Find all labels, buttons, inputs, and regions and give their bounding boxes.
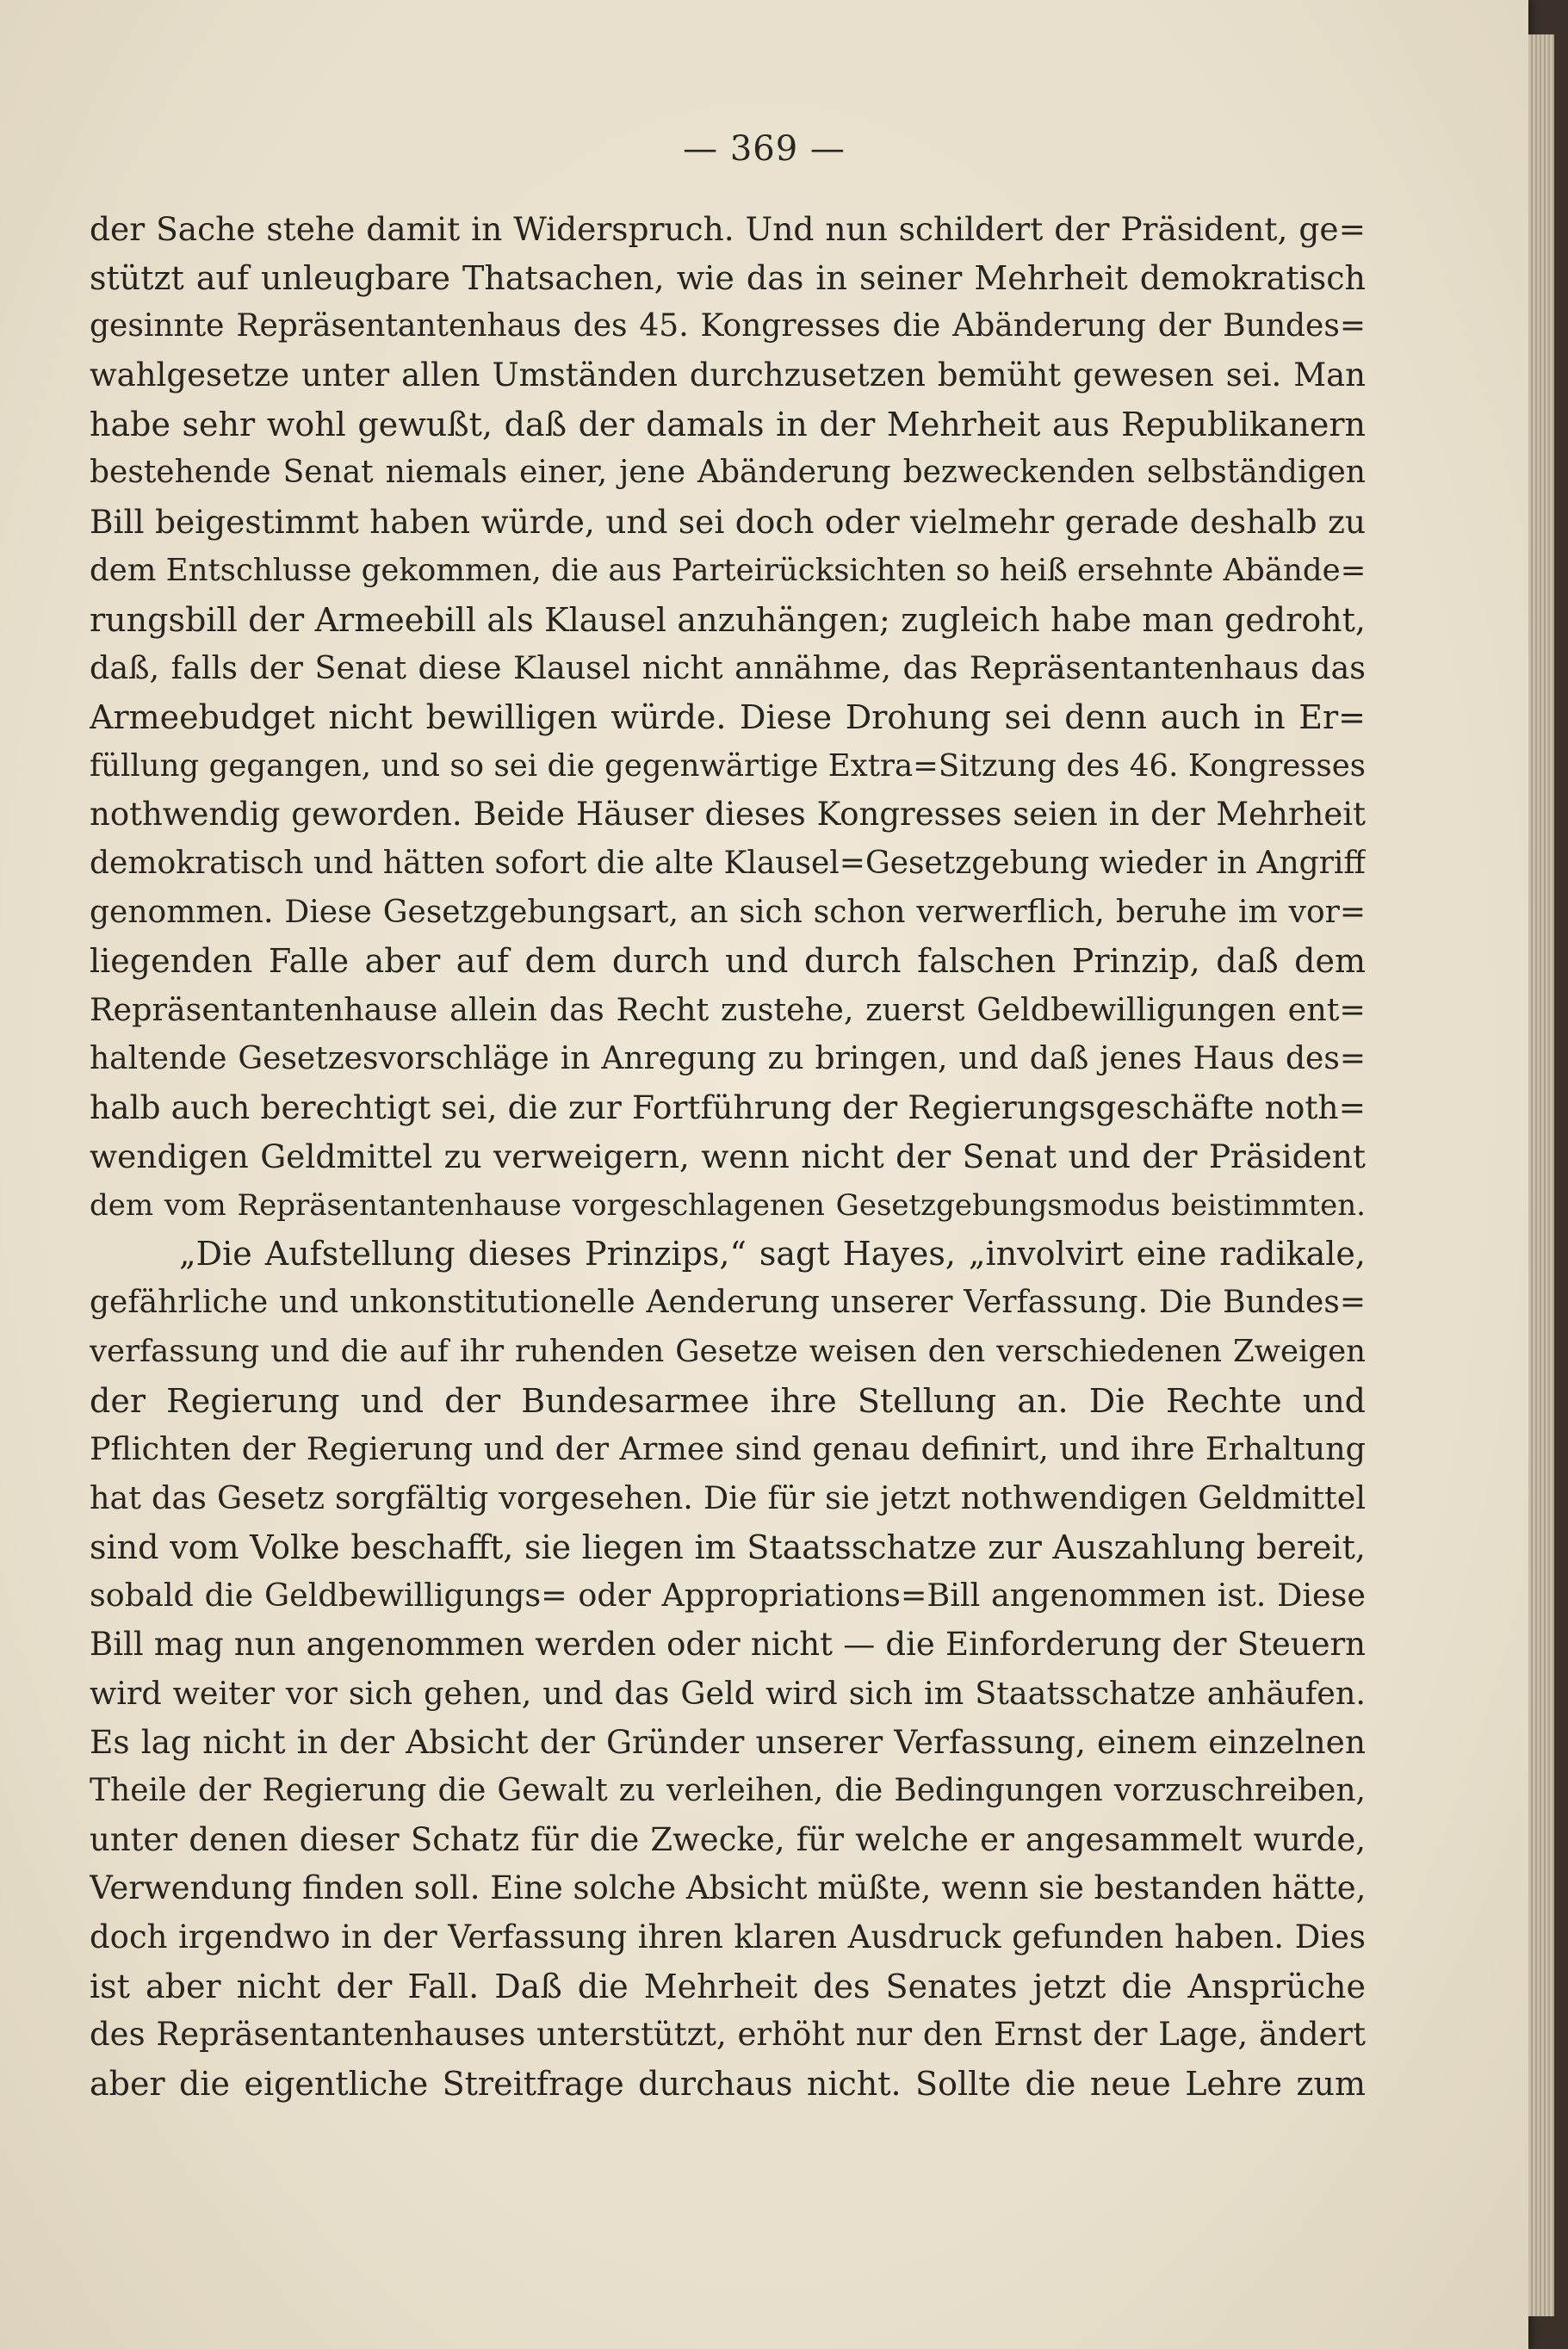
text-line: liegenden Falle aber auf dem durch und durch falschen Prinzip, daß dem bbox=[90, 942, 1366, 981]
body-text bbox=[90, 205, 1366, 2109]
text-line: daß, falls der Senat diese Klausel nicht annähme, das Repräsentantenhaus das bbox=[90, 649, 1366, 687]
text-line: füllung gegangen, und so sei die gegenwärtige Extra=Sitzung des 46. Kongresses bbox=[90, 747, 1366, 784]
text-line: Pflichten der Regierung und der Armee sind genau definirt, und ihre Erhaltung bbox=[90, 1430, 1366, 1468]
text-line: unter denen dieser Schatz für die Zwecke, für welche er angesammelt wurde, bbox=[90, 1820, 1366, 1858]
text-line: Repräsentantenhause allein das Recht zustehe, zuerst Geldbewilligungen ent= bbox=[90, 991, 1366, 1028]
text-line: hat das Gesetz sorgfältig vorgesehen. Die für sie jetzt nothwendigen Geldmittel bbox=[90, 1478, 1366, 1516]
text-line: Bill mag nun angenommen werden oder nicht — die Einforderung der Steuern bbox=[90, 1625, 1366, 1663]
text-line: des Repräsentantenhauses unterstützt, erhöht nur den Ernst der Lage, ändert bbox=[90, 2016, 1366, 2054]
text-line: haltende Gesetzesvorschläge in Anregung zu bringen, und daß jenes Haus des= bbox=[90, 1040, 1366, 1076]
text-line: doch irgendwo in der Verfassung ihren klaren Ausdruck gefunden haben. Dies bbox=[90, 1918, 1366, 1956]
text-line: aber die eigentliche Streitfrage durchaus nicht. Sollte die neue Lehre zum bbox=[90, 2065, 1366, 2104]
text-line: dem vom Repräsentantenhause vorgeschlagenen Gesetzgebungsmodus beistimmten. bbox=[90, 1187, 1366, 1223]
text-line: sobald die Geldbewilligungs= oder Appropriations=Bill angenommen ist. Diese bbox=[90, 1577, 1366, 1615]
text-line: nothwendig geworden. Beide Häuser dieses Kongresses seien in der Mehrheit bbox=[90, 796, 1366, 834]
text-line: verfassung und die auf ihr ruhenden Gesetze weisen den verschiedenen Zweigen bbox=[90, 1333, 1366, 1369]
text-line: stützt auf unleugbare Thatsachen, wie das in seiner Mehrheit demokratisch bbox=[90, 258, 1366, 297]
text-line: bestehende Senat niemals einer, jene Abänderung bezweckenden selbständigen bbox=[90, 455, 1366, 491]
text-line: halb auch berechtigt sei, die zur Fortführung der Regierungsgeschäfte noth= bbox=[90, 1088, 1366, 1127]
text-line: gesinnte Repräsentantenhaus des 45. Kongresses die Abänderung der Bundes= bbox=[90, 308, 1366, 344]
text-line: wird weiter vor sich gehen, und das Geld wird sich im Staatsschatze anhäufen. bbox=[90, 1674, 1366, 1712]
page-number: — 369 — bbox=[683, 129, 846, 169]
text-line: ist aber nicht der Fall. Daß die Mehrheit des Senates jetzt die Ansprüche bbox=[90, 1967, 1366, 2005]
text-line: sind vom Volke beschafft, sie liegen im Staatsschatze zur Auszahlung bereit, bbox=[90, 1528, 1366, 1566]
text-line: Armeebudget nicht bewilligen würde. Diese Drohung sei denn auch in Er= bbox=[90, 697, 1366, 736]
page-edges bbox=[1528, 34, 1554, 2316]
text-line: der Regierung und der Bundesarmee ihre Stellung an. Die Rechte und bbox=[90, 1381, 1366, 1420]
text-line: demokratisch und hätten sofort die alte Klausel=Gesetzgebung wieder in Angriff bbox=[90, 845, 1366, 881]
text-line: habe sehr wohl gewußt, daß der damals in der Mehrheit aus Republikanern bbox=[90, 405, 1366, 443]
text-line: wendigen Geldmittel zu verweigern, wenn nicht der Senat und der Präsident bbox=[90, 1137, 1366, 1176]
text-line: Es lag nicht in der Absicht der Gründer unserer Verfassung, einem einzelnen bbox=[90, 1723, 1366, 1762]
text-line: genommen. Diese Gesetzgebungsart, an sich schon verwerflich, beruhe im vor= bbox=[90, 894, 1366, 930]
text-line: Bill beigestimmt haben würde, und sei doch oder vielmehr gerade deshalb zu bbox=[90, 503, 1366, 542]
text-line: der Sache stehe damit in Widerspruch. Und nun schildert der Präsident, ge= bbox=[90, 210, 1366, 248]
text-line: wahlgesetze unter allen Umständen durchzusetzen bemüht gewesen sei. Man bbox=[90, 356, 1366, 394]
text-line: Theile der Regierung die Gewalt zu verleihen, die Bedingungen vorzuschreiben, bbox=[90, 1773, 1366, 1808]
text-line: rungsbill der Armeebill als Klausel anzuhängen; zugleich habe man gedroht, bbox=[90, 600, 1366, 639]
text-line: Verwendung finden soll. Eine solche Absicht müßte, wenn sie bestanden hätte, bbox=[90, 1869, 1366, 1907]
text-line: gefährliche und unkonstitutionelle Aenderung unserer Verfassung. Die Bundes= bbox=[90, 1285, 1366, 1321]
text-line: dem Entschlusse gekommen, die aus Parteirücksichten so heiß ersehnte Abände= bbox=[90, 552, 1366, 588]
text-line-paragraph-start: „Die Aufstellung dieses Prinzips,“ sagt Hayes, „involvirt eine radikale, bbox=[179, 1235, 1366, 1274]
